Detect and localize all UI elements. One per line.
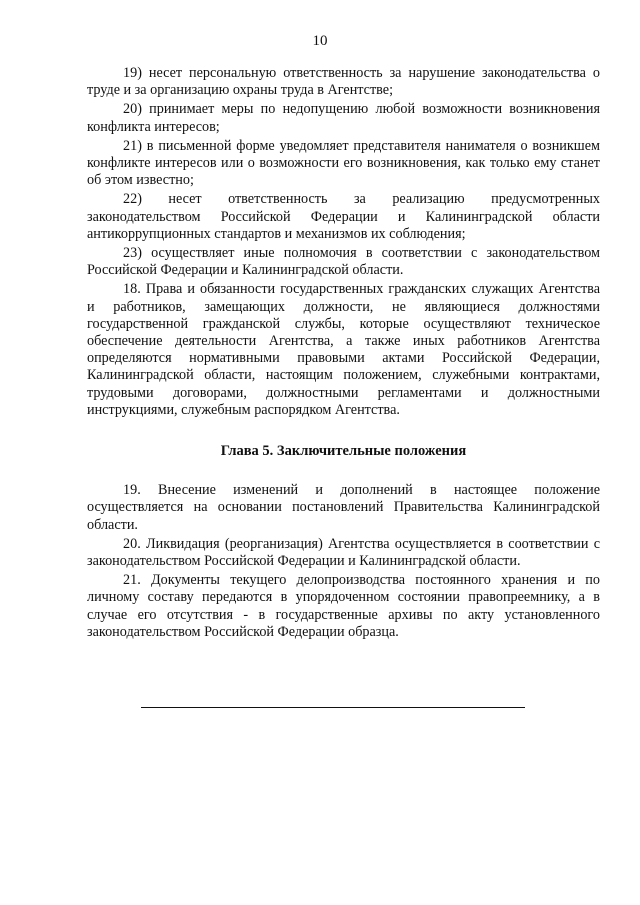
- list-item-22: 22) несет ответственность за реализацию предусмотренных законодательством Российской Федерации и Калининградской области антикоррупционных стандартов и механизмов их соблюдения;: [87, 191, 600, 242]
- paragraph-18: 18. Права и обязанности государственных гражданских служащих Агентства и работников, замещающих должности, не являющиеся должностями государственной гражданской службы, которые осуществляют техническое обеспечение деятельности Агентства, а также иных работников Агентства определяются нормативными правовыми актами Российской Федерации, Калининградской области, настоящим положением, служебными контрактами, трудовыми договорами, должностными регламентами и должностными инструкциями, служебным распорядком Агентства.: [87, 281, 600, 418]
- paragraph-20: 20. Ликвидация (реорганизация) Агентства осуществляется в соответствии с законодательством Российской Федерации и Калининградской области.: [87, 535, 600, 570]
- list-item-21: 21) в письменной форме уведомляет представителя нанимателя о возникшем конфликте интересов или о возможности его возникновения, как только ему станет об этом известно;: [87, 137, 600, 189]
- end-of-document-line: [141, 707, 525, 708]
- paragraph-19: 19. Внесение изменений и дополнений в настоящее положение осуществляется на основании постановлений Правительства Калининградской области.: [87, 482, 600, 533]
- paragraph-21: 21. Документы текущего делопроизводства постоянного хранения и по личному составу передаются в упорядоченном состоянии правопреемнику, а в случае его отсутствия - в государственные архивы по акту установленного законодательством Российской Федерации образца.: [87, 572, 600, 640]
- document-body: [87, 65, 600, 643]
- page-number: 10: [312, 33, 328, 49]
- chapter-title: Глава 5. Заключительные положения: [220, 443, 467, 460]
- list-item-20: 20) принимает меры по недопущению любой возможности возникновения конфликта интересов;: [87, 101, 600, 135]
- list-item-19: 19) несет персональную ответственность за нарушение законодательства о труде и за организацию охраны труда в Агентстве;: [87, 65, 600, 99]
- list-item-23: 23) осуществляет иные полномочия в соответствии с законодательством Российской Федерации и Калининградской области.: [87, 245, 600, 279]
